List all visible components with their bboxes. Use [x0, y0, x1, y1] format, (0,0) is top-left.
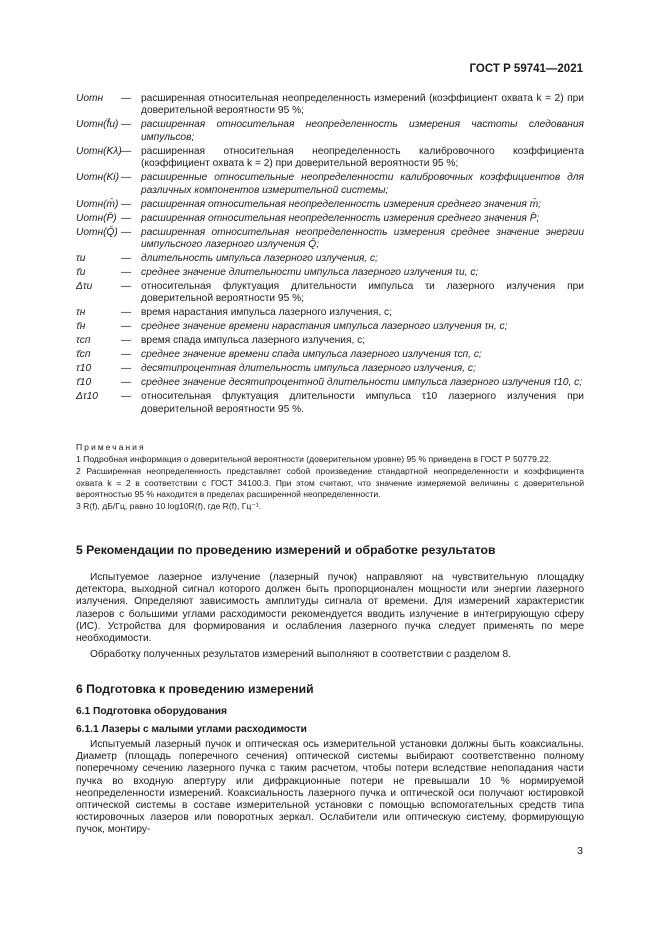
definition-row	[76, 119, 584, 144]
definition-dash: —	[121, 253, 132, 265]
definition-symbol: τ̄10	[76, 377, 92, 389]
definition-symbol: Uотн(Ki)	[76, 172, 119, 184]
definition-symbol: Uотн(Kλ)	[76, 145, 122, 157]
definition-text: среднее значение длительности импульса лазерного излучения τи, с;	[141, 267, 479, 279]
definition-row	[76, 321, 584, 333]
note-1: 1 Подробная информация о доверительной вероятности (доверительном уровне) 95 % приведена в ГОСТ Р 50779.22.	[76, 454, 552, 465]
definition-row	[76, 307, 584, 319]
note-3: 3 R(f), дБ/Гц, равно 10 log10R(f), где R(f), Гц⁻¹.	[76, 501, 262, 512]
definition-text: расширенная относительная неопределенность измерений (коэффициент охвата k = 2) при доверительной вероятности 95 %;	[141, 93, 584, 117]
definition-row	[76, 213, 584, 225]
definition-symbol: Δτ10	[76, 391, 98, 403]
definition-symbol: τи	[76, 253, 86, 265]
section-5-title: 5 Рекомендации по проведению измерений и обработке результатов	[76, 543, 496, 557]
definition-text: расширенная относительная неопределенность измерения среднего значения P̄;	[141, 212, 540, 224]
definition-dash: —	[121, 307, 132, 319]
definition-text: десятипроцентная длительность импульса лазерного излучения, с;	[141, 363, 476, 375]
definition-row	[76, 172, 584, 197]
definition-text: время спада импульса лазерного излучения, с;	[141, 335, 366, 347]
definition-text: расширенная относительная неопределенность калибровочного коэффициента (коэффициент охвата k = 2) при доверительной вероятности 95 %;	[141, 145, 584, 170]
definition-row	[76, 377, 584, 389]
definition-text: среднее значение времени спада импульса лазерного излучения τсп, с;	[141, 349, 482, 361]
definition-dash: —	[121, 377, 132, 389]
definition-text: среднее значение десятипроцентной длительности импульса лазерного излучения τ10, с;	[141, 377, 583, 389]
document-header: ГОСТ Р 59741—2021	[469, 63, 583, 75]
definition-text: расширенная относительная неопределенность измерения частоты следования импульсов;	[141, 119, 584, 143]
definition-row	[76, 335, 584, 347]
definition-dash: —	[121, 267, 132, 279]
definition-dash: —	[121, 321, 132, 333]
definition-text: расширенная относительная неопределенность измерения среднего значения m̄;	[141, 198, 542, 210]
definition-symbol: Uотн(Q̄)	[76, 226, 118, 238]
definition-dash: —	[121, 119, 132, 131]
definition-dash: —	[121, 172, 132, 184]
definition-row	[76, 199, 584, 211]
definition-row	[76, 267, 584, 279]
notes-title: Примечания	[76, 442, 146, 452]
definition-text: расширенная относительная неопределенность измерения среднее значение энергии импульсного лазерного излучения Q̄;	[141, 226, 584, 251]
note-2: 2 Расширенная неопределенность представляет собой произведение стандартной неопределенности и коэффициента охвата k = 2 в соответствии с ГОСТ 34100.3. При этом считают, что значение измеряемой величины с доверительной вероятностью 95 % находится в пределах расширенной неопределенности.	[76, 466, 584, 499]
definition-symbol: Uотн(P̄)	[76, 212, 117, 224]
page-number: 3	[577, 845, 583, 857]
definition-symbol: Uотн	[76, 93, 104, 104]
section-5-paragraph-2: Обработку полученных результатов измерений выполняют в соответствии с разделом 8.	[90, 649, 512, 660]
definition-symbol: Uотн(m̄)	[76, 198, 119, 210]
subsection-6-1-title: 6.1 Подготовка оборудования	[76, 706, 227, 717]
definition-dash: —	[121, 226, 132, 238]
definition-row	[76, 363, 584, 375]
definition-dash: —	[121, 363, 132, 375]
definition-dash: —	[121, 335, 132, 347]
definition-text: время нарастания импульса лазерного излучения, с;	[141, 307, 392, 319]
subsection-6-1-1-title: 6.1.1 Лазеры с малыми углами расходимости	[76, 724, 307, 735]
definition-text: относительная флуктуация длительности импульса τи лазерного излучения при доверительной вероятности 95 %;	[141, 281, 584, 305]
definition-row	[76, 253, 584, 265]
definition-text: среднее значение времени нарастания импульса лазерного излучения τн, с;	[141, 321, 508, 333]
definition-symbol: τ10	[76, 363, 92, 375]
definition-row	[76, 93, 584, 118]
definition-dash: —	[121, 198, 132, 210]
definition-symbol: τ̄сп	[76, 349, 91, 361]
definition-row	[76, 391, 584, 416]
definition-dash: —	[121, 212, 132, 224]
definition-row	[76, 349, 584, 361]
definition-row	[76, 227, 584, 252]
definition-symbol: τ̄и	[76, 267, 86, 279]
definition-row	[76, 146, 584, 171]
definition-text: относительная флуктуация длительности импульса τ10 лазерного излучения при доверительной вероятности 95 %.	[141, 391, 584, 415]
definition-dash: —	[121, 145, 132, 157]
section-5-paragraph-1: Испытуемое лазерное излучение (лазерный пучок) направляют на чувствительную площадку детектора, выходной сигнал которого должен быть пропорционален мощности или энергии лазерного излучения. Определяют зависимость амплитуды сигнала от времени. Для измерений характеристик лазеров с большими углами расходимости рекомендуется вводить излучение в интегрирующую сферу (ИС). Устройства для формирования и ослабления лазерного пучка следует применять по мере необходимости.	[76, 572, 584, 645]
definition-symbol: Δτи	[76, 281, 93, 293]
definition-dash: —	[121, 93, 132, 104]
definition-symbol: Uотн(f̄и)	[76, 119, 119, 131]
definition-text: длительность импульса лазерного излучения, с;	[141, 253, 378, 265]
definition-symbol: τсп	[76, 335, 91, 347]
definition-dash: —	[121, 391, 132, 403]
definition-symbol: τн	[76, 307, 86, 319]
notes-block	[76, 442, 584, 513]
definition-symbol: τ̄н	[76, 321, 86, 333]
section-6-1-1-paragraph: Испытуемый лазерный пучок и оптическая ось измерительной установки должны быть коаксиальны. Диаметр (площадь поперечного сечения) оптической системы выбирают соответственно полному поперечному сечению лазерного пучка с таким расчетом, чтобы потери вследствие непопадания части пучка во входную апертуру или дифракционные потери не превышали 10 % нормируемой неопределенности измерений. Коаксиальность лазерного пучка и оптической оси получают юстировкой оптической системы в составе измерительной установки с помощью вспомогательных средств типа юстировочных лазеров или поворотных зеркал. Ослабители или оптическую систему, формирующую пучок, монтиру-	[76, 739, 584, 836]
definition-dash: —	[121, 349, 132, 361]
definition-text: расширенные относительные неопределенности калибровочных коэффициентов для различных компонентов измерительной системы;	[141, 172, 584, 196]
symbol-definitions	[76, 93, 584, 418]
section-6-title: 6 Подготовка к проведению измерений	[76, 682, 314, 696]
definition-row	[76, 281, 584, 306]
definition-dash: —	[121, 281, 132, 293]
